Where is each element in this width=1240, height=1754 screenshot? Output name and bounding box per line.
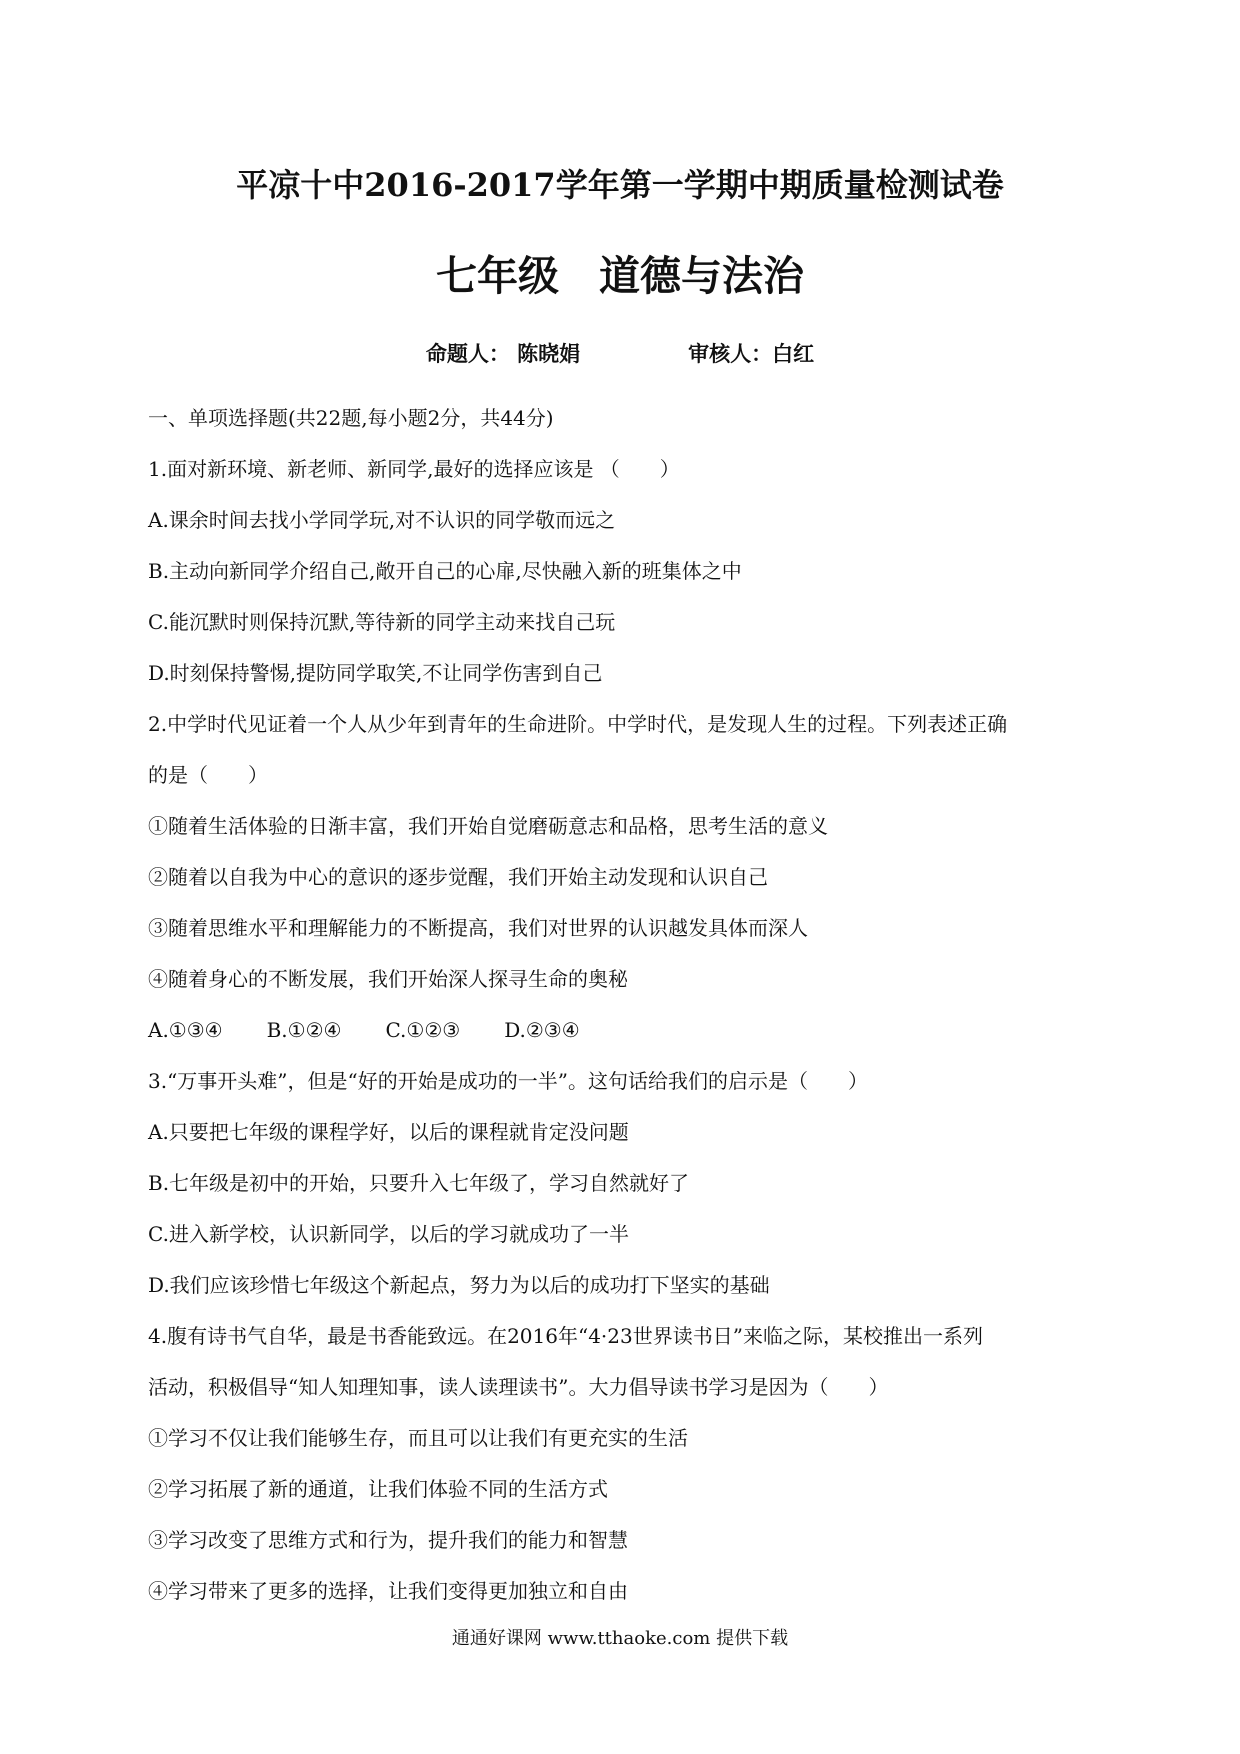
question-4-statement-3: ③学习改变了思维方式和行为，提升我们的能力和智慧 <box>148 1528 628 1552</box>
question-4-statement-4: ④学习带来了更多的选择，让我们变得更加独立和自由 <box>148 1579 628 1603</box>
author-line <box>0 338 1240 368</box>
author: 命题人： 陈晓娟 <box>425 342 581 366</box>
question-4-stem-line2: 活动，积极倡导“知人知理知事，读人读理读书”。大力倡导读书学习是因为（ ） <box>148 1375 889 1399</box>
question-1-option-a: A.课余时间去找小学同学玩,对不认识的同学敬而远之 <box>148 508 616 532</box>
question-2-statement-2: ②随着以自我为中心的意识的逐步觉醒，我们开始主动发现和认识自己 <box>148 865 768 889</box>
subtitle-grade: 七年级 <box>436 252 559 300</box>
exam-title: 平凉十中2016-2017学年第一学期中期质量检测试卷 <box>236 166 1004 204</box>
page-footer: 通通好课网 www.tthaoke.com 提供下载 <box>451 1628 789 1649</box>
question-4-statement-2: ②学习拓展了新的通道，让我们体验不同的生活方式 <box>148 1477 608 1501</box>
question-2-statement-3: ③随着思维水平和理解能力的不断提高，我们对世界的认识越发具体而深人 <box>148 916 808 940</box>
question-2-option-d: D.②③④ <box>504 1018 580 1042</box>
subtitle-subject: 道德与法治 <box>599 252 804 300</box>
question-3-option-c: C.进入新学校，认识新同学，以后的学习就成功了一半 <box>148 1222 629 1246</box>
question-2-options <box>148 1005 1108 1056</box>
question-1-option-c: C.能沉默时则保持沉默,等待新的同学主动来找自己玩 <box>148 610 616 634</box>
question-2-option-b: B.①②④ <box>266 1018 342 1042</box>
reviewer: 审核人：白红 <box>688 342 815 366</box>
question-3-stem: 3.“万事开头难”，但是“好的开始是成功的一半”。这句话给我们的启示是（ ） <box>148 1069 868 1093</box>
question-2-option-a: A.①③④ <box>148 1018 223 1042</box>
question-1-option-d: D.时刻保持警惕,提防同学取笑,不让同学伤害到自己 <box>148 661 603 685</box>
question-4-statement-1: ①学习不仅让我们能够生存，而且可以让我们有更充实的生活 <box>148 1426 688 1450</box>
question-2-stem-line2: 的是（ ） <box>148 763 268 787</box>
question-2-stem-line1: 2.中学时代见证着一个人从少年到青年的生命进阶。中学时代，是发现人生的过程。下列表述正确 <box>148 712 1008 736</box>
question-3-option-d: D.我们应该珍惜七年级这个新起点，努力为以后的成功打下坚实的基础 <box>148 1273 770 1297</box>
question-2-statement-4: ④随着身心的不断发展，我们开始深人探寻生命的奥秘 <box>148 967 628 991</box>
question-3-option-b: B.七年级是初中的开始，只要升入七年级了，学习自然就好了 <box>148 1171 690 1195</box>
section-heading: 一、单项选择题(共22题,每小题2分，共44分) <box>148 406 554 430</box>
exam-content <box>148 393 1108 1617</box>
question-2-option-c: C.①②③ <box>385 1018 461 1042</box>
question-2-statement-1: ①随着生活体验的日渐丰富，我们开始自觉磨砺意志和品格，思考生活的意义 <box>148 814 828 838</box>
question-1-stem: 1.面对新环境、新老师、新同学,最好的选择应该是 （ ） <box>148 457 680 481</box>
question-3-option-a: A.只要把七年级的课程学好，以后的课程就肯定没问题 <box>148 1120 629 1144</box>
question-4-stem-line1: 4.腹有诗书气自华，最是书香能致远。在2016年“4·23世界读书日”来临之际，某校推出一系列 <box>148 1324 983 1348</box>
exam-subtitle <box>0 243 1240 302</box>
question-1-option-b: B.主动向新同学介绍自己,敞开自己的心扉,尽快融入新的班集体之中 <box>148 559 742 583</box>
